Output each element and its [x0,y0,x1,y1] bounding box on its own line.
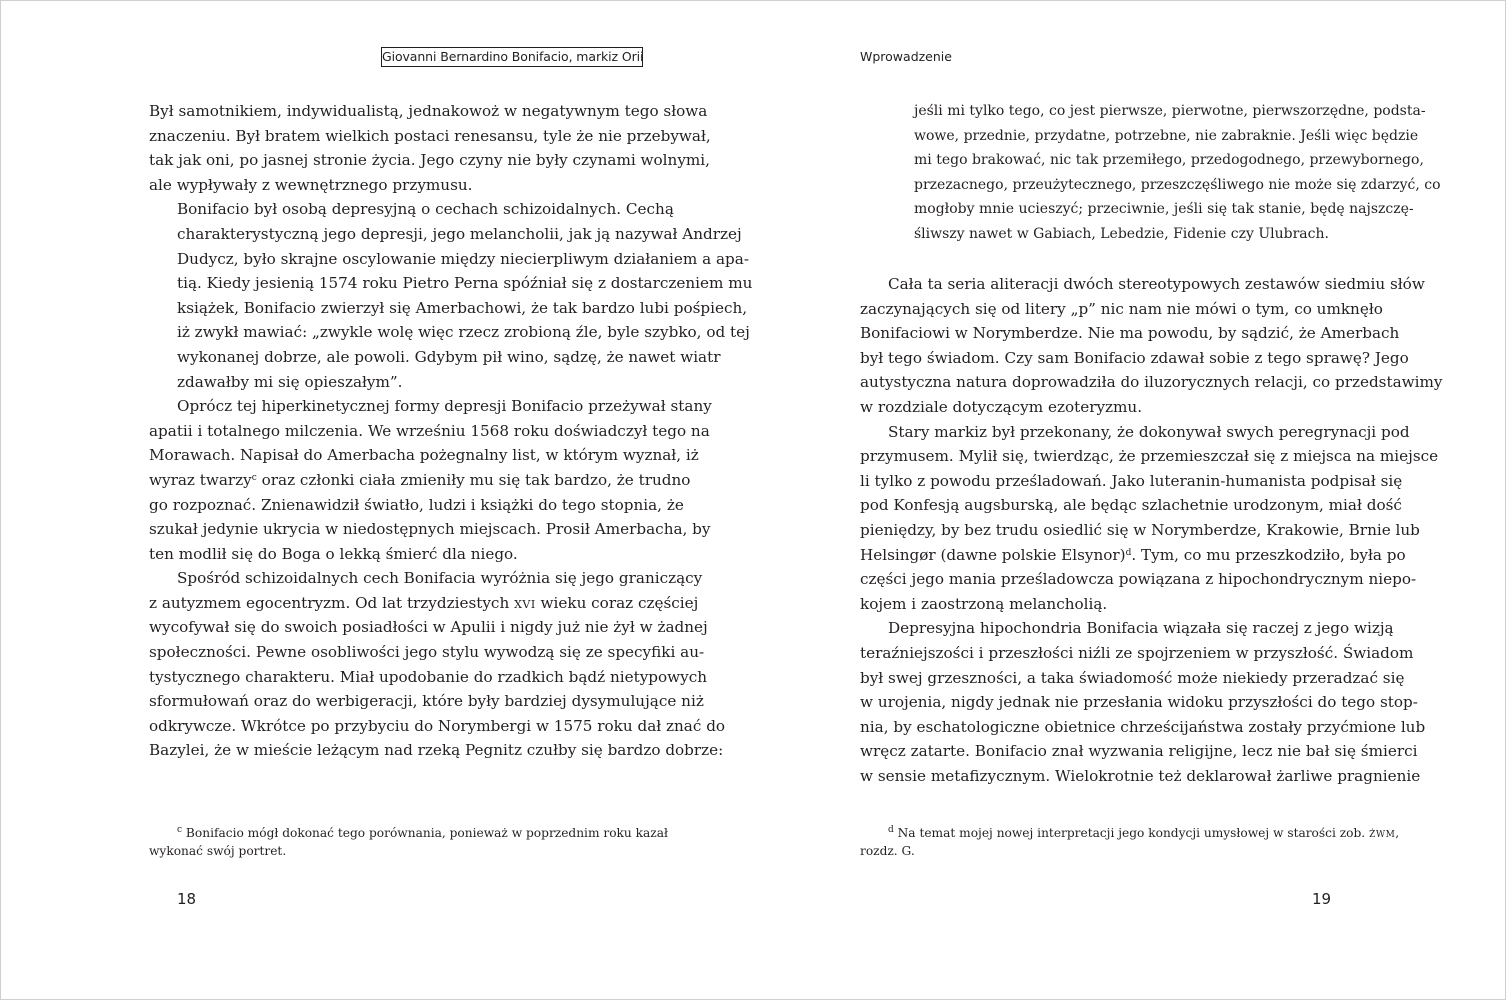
text-line: ale wypływały z wewnętrznego przymusu. [149,175,473,194]
text-line: Dudycz, było skrajne oscylowanie między niecierpliwym działaniem a apa- [177,249,749,268]
century-numeral: xvi [514,593,536,612]
text-line [149,591,699,616]
text-line: szukał jedynie ukrycia w niedostępnych miejscach. Prosił Amerbacha, by [149,520,711,539]
text-line: Bazylei, że w mieście leżącym nad rzeką Pegnitz czułby się bardzo dobrze: [149,741,724,760]
quote-line: przezacnego, przeużytecznego, przeszczęśliwego nie może się zdarzyć, co [914,176,1441,193]
text-line: tak jak oni, po jasnej stronie życia. Jego czyny nie były czynami wolnymi, [149,151,710,170]
text-fragment: oraz członki ciała zmieniły mu się tak bardzo, że trudno [256,470,691,489]
text-line: wręcz zatarte. Bonifacio znał wyzwania religijne, lecz nie bał się śmierci [860,742,1418,761]
text-line: ten modlił się do Boga o lekką śmierć dla niego. [149,544,518,563]
text-line: w rozdziale dotyczącym ezoteryzmu. [860,397,1143,416]
quote-line: jeśli mi tylko tego, co jest pierwsze, pierwotne, pierwszorzędne, podsta- [914,103,1426,119]
text-line: sformułowań oraz do werbigeracji, które były bardziej dysymulujące niż [149,692,704,711]
text-fragment: z autyzmem egocentryzm. Od lat trzydziestych [149,593,515,612]
right-body-text [860,272,1443,788]
text-line: Spośród schizoidalnych cech Bonifacia wyróżnia się jego graniczący [177,569,703,588]
block-quote [914,99,1441,247]
right-page [754,1,1506,1001]
footnote-c [149,825,668,860]
text-line: Morawach. Napisał do Amerbacha pożegnalny list, w którym wyznał, iż [149,446,699,465]
footnote-marker: c [177,825,183,835]
quote-line: śliwszy nawet w Gabiach, Lebedzie, Fidenie czy Ulubrach. [914,225,1329,242]
text-fragment: wieku coraz częściej [535,593,699,612]
text-line: zdawałby mi się opieszałym”. [177,372,403,391]
quote-line: mi tego brakować, nic tak przemiłego, przedogodnego, przewybornego, [914,152,1424,169]
text-line: odkrywcze. Wkrótce po przybyciu do Norymbergi w 1575 roku dał znać do [149,716,726,735]
footnote-text: , [1395,826,1400,840]
text-line: Był samotnikiem, indywidualistą, jednakowoż w negatywnym tego słowa [149,102,708,120]
text-line: apatii i totalnego milczenia. We wrześniu 1568 roku doświadczył tego na [149,421,710,440]
footnote-line: rozdz. G. [860,843,915,858]
page-number-left: 18 [177,890,197,908]
paragraph [860,272,1443,420]
text-line: teraźniejszości i przeszłości niźli ze spojrzeniem w przyszłość. Świadom [860,643,1414,662]
text-fragment: Helsingør (dawne polskie Elsynor) [860,545,1126,564]
text-line: książek, Bonifacio zwierzył się Amerbachowi, że tak bardzo lubi pośpiech, [177,298,748,317]
text-line: pod Konfesją augsburską, ale będąc szlachetnie urodzonym, miał dość [860,496,1402,515]
text-line: Stary markiz był przekonany, że dokonywał swych peregrynacji pod [888,422,1410,441]
paragraph [149,197,753,394]
paragraph [149,99,711,197]
footnote-line [149,825,668,843]
text-line [860,543,1406,568]
text-line: Depresyjna hipochondria Bonifacia wiązała się raczej z jego wizją [888,619,1394,638]
footnote-ref-c: c [251,472,257,483]
text-line: był tego świadom. Czy sam Bonifacio zdawał sobie z tego sprawę? Jego [860,348,1409,367]
text-line: społeczności. Pewne osobliwości jego stylu wywodzą się ze specyfiki au- [149,643,705,662]
footnote-line [860,825,1400,843]
text-line: pieniędzy, by bez trudu osiedlić się w Norymberdze, Krakowie, Brnie lub [860,520,1420,539]
footnote-text: Bonifacio mógł dokonać tego porównania, ponieważ w poprzednim roku kazał [185,826,668,840]
text-line: był swej grzeszności, a taka świadomość może niekiedy przeradzać się [860,668,1405,687]
abbreviation: żwm [1369,826,1396,840]
text-line: części jego mania prześladowcza powiązana z hipochondrycznym niepo- [860,570,1417,589]
text-line: autystyczna natura doprowadziła do iluzorycznych relacji, co przedstawimy [860,373,1443,392]
running-head-right: Wprowadzenie [860,49,952,64]
paragraph [860,616,1426,788]
text-line: wycofywał się do swoich posiadłości w Apulii i nigdy już nie żył w żadnej [149,618,708,637]
footnote-line: wykonać swój portret. [149,843,287,858]
footnote-ref-d: d [1125,547,1132,558]
text-line: w sensie metafizycznym. Wielokrotnie też deklarował żarliwe pragnienie [860,766,1421,785]
text-line: w urojenia, nigdy jednak nie przesłania widoku przyszłości do tego stop- [860,693,1418,712]
left-body-text [149,99,753,763]
left-page [1,1,754,1001]
text-line: Oprócz tej hiperkinetycznej formy depresji Bonifacio przeżywał stany [177,397,712,416]
paragraph [860,420,1439,617]
paragraph [149,566,726,763]
text-line: tystycznego charakteru. Miał upodobanie do rzadkich bądź nietypowych [149,667,708,686]
text-fragment: . Tym, co mu przeszkodziło, była po [1131,545,1406,564]
text-line: go rozpoznać. Znienawidził światło, ludzi i książki do tego stopnia, że [149,495,684,514]
text-line: tią. Kiedy jesienią 1574 roku Pietro Perna spóźniał się z dostarczeniem mu [177,274,753,293]
running-head-left: Giovanni Bernardino Bonifacio, markiz Orii [381,47,643,67]
text-line: li tylko z powodu prześladowań. Jako luteranin-humanista podpisał się [860,471,1403,490]
text-line: iż zwykł mawiać: „zwykle wolę więc rzecz zrobioną źle, byle szybko, od tej [177,323,750,342]
text-line: wykonanej dobrze, ale powoli. Gdybym pił wino, sądzę, że nawet wiatr [177,347,721,366]
text-line: znaczeniu. Był bratem wielkich postaci renesansu, tyle że nie przebywał, [149,126,711,145]
text-line: Bonifacio był osobą depresyjną o cechach schizoidalnych. Cechą [177,200,674,219]
footnote-d [860,825,1400,860]
footnote-marker: d [888,825,894,835]
text-line [149,468,691,493]
text-line: kojem i zaostrzoną melancholią. [860,594,1108,613]
page-number-right: 19 [1312,890,1332,908]
text-line: zaczynających się od litery „p” nic nam nie mówi o tym, co umknęło [860,299,1383,318]
paragraph [149,394,712,566]
text-line: przymusem. Mylił się, twierdząc, że przemieszczał się z miejsca na miejsce [860,447,1439,466]
text-line: charakterystyczną jego depresji, jego melancholii, jak ją nazywał Andrzej [177,224,742,243]
footnote-text: Na temat mojej nowej interpretacji jego kondycji umysłowej w starości zob. [897,826,1370,840]
quote-line: mogłoby mnie ucieszyć; przeciwnie, jeśli się tak stanie, będę najszczę- [914,201,1414,218]
text-line: Bonifaciowi w Norymberdze. Nie ma powodu, by sądzić, że Amerbach [860,324,1400,343]
text-fragment: wyraz twarzy [149,470,252,489]
text-line: Cała ta seria aliteracji dwóch stereotypowych zestawów siedmiu słów [888,275,1425,293]
quote-line: wowe, przednie, przydatne, potrzebne, nie zabraknie. Jeśli więc będzie [914,127,1419,144]
text-line: nia, by eschatologiczne obietnice chrześcijaństwa zostały przyćmione lub [860,717,1426,736]
